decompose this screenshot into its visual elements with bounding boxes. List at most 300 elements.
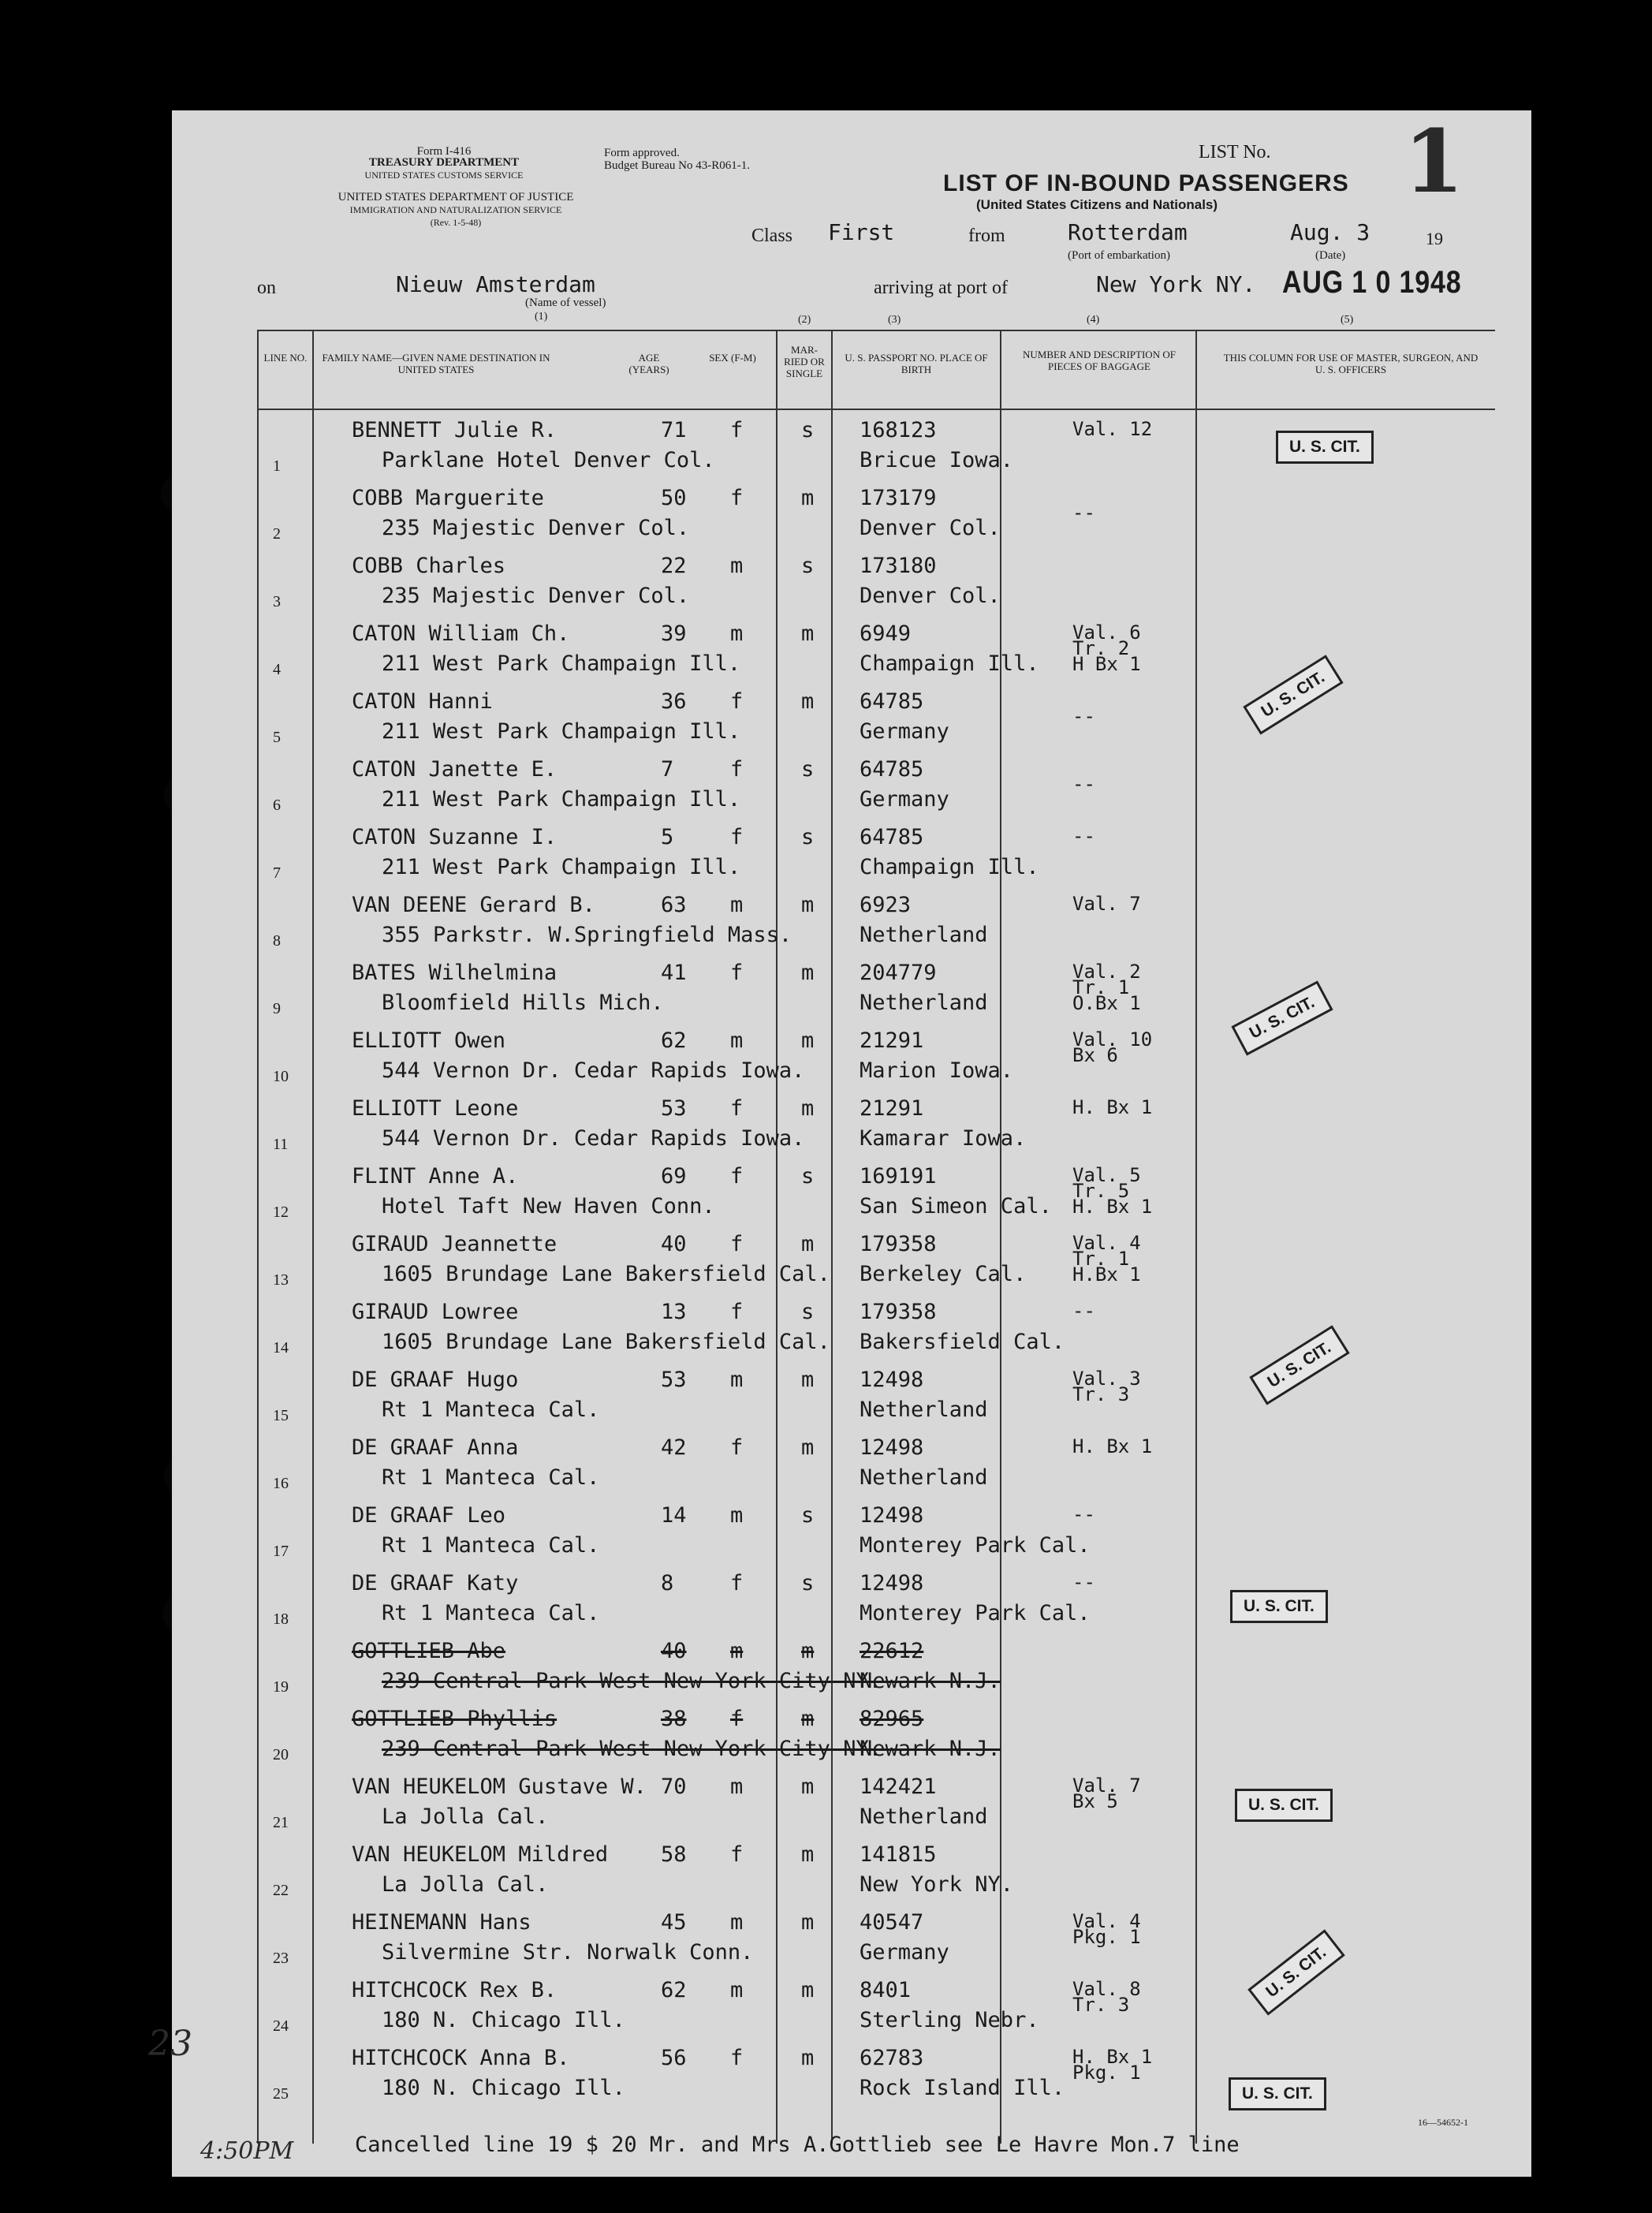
line-number: 13 (273, 1271, 289, 1289)
baggage-line-2: Tr. 3 (1072, 1383, 1130, 1405)
sex: f (730, 418, 744, 442)
passenger-name: DE GRAAF Anna (352, 1435, 519, 1460)
passenger-name: CATON William Ch. (352, 621, 570, 646)
passenger-row (172, 685, 1531, 752)
place-of-birth: Denver Col. (860, 516, 1001, 540)
passenger-name: CATON Hanni (352, 689, 493, 714)
passenger-row (172, 820, 1531, 888)
sex: f (730, 825, 744, 849)
sex: m (730, 893, 744, 917)
justice-dept: UNITED STATES DEPARTMENT OF JUSTICE (337, 191, 574, 203)
form-approved: Form approved. (604, 147, 680, 159)
age: 22 (661, 554, 687, 578)
line-number: 2 (273, 525, 281, 543)
year-prefix: 19 (1426, 229, 1443, 248)
baggage-line-1: Val. 8 (1072, 1978, 1141, 2000)
baggage-line-2: Tr. 2 (1072, 637, 1130, 659)
passenger-row (172, 752, 1531, 820)
passenger-name: COBB Charles (352, 554, 506, 578)
sex: f (730, 1164, 744, 1189)
baggage-line-2: -- (1072, 502, 1095, 524)
line-number: 3 (273, 593, 281, 610)
passport-number: 169191 (860, 1164, 937, 1189)
age: 41 (661, 961, 687, 985)
age: 38 (661, 1707, 687, 1731)
list-no-label: LIST No. (1199, 142, 1271, 162)
on-label: on (257, 278, 276, 298)
line-number: 16 (273, 1475, 289, 1492)
passport-number: 173180 (860, 554, 937, 578)
passenger-row (172, 888, 1531, 956)
line-number: 4 (273, 661, 281, 678)
col2-number: (2) (798, 314, 811, 326)
margin-count: 23 (148, 2024, 192, 2064)
page-title: LIST OF IN-BOUND PASSENGERS (943, 170, 1349, 196)
passenger-name: CATON Janette E. (352, 757, 558, 782)
passport-number: 64785 (860, 825, 924, 849)
line-number: 12 (273, 1204, 289, 1221)
sex: m (730, 1028, 744, 1053)
marital-status: m (801, 1232, 815, 1256)
marital-status: m (801, 1842, 815, 1867)
age: 7 (661, 757, 674, 782)
marital-status: m (801, 486, 815, 510)
passenger-name: FLINT Anne A. (352, 1164, 519, 1189)
baggage-line-1: Val. 7 (1072, 1775, 1141, 1797)
sex: m (730, 554, 744, 578)
marital-status: s (801, 418, 815, 442)
baggage-line-1: H. Bx 1 (1072, 2046, 1153, 2068)
passenger-row (172, 1838, 1531, 1905)
destination: 211 West Park Champaign Ill. (382, 787, 741, 812)
passenger-row (172, 1227, 1531, 1295)
passenger-name: ELLIOTT Owen (352, 1028, 506, 1053)
baggage-line-1: Val. 2 (1072, 961, 1141, 983)
destination: 239 Central Park West New York City NY. (382, 1669, 882, 1693)
us-citizen-stamp: U. S. CIT. (1230, 1590, 1328, 1623)
passport-number: 62783 (860, 2046, 924, 2070)
baggage-line-1: H. Bx 1 (1072, 1435, 1153, 1457)
destination: 180 N. Chicago Ill. (382, 2008, 625, 2032)
sex: f (730, 689, 744, 714)
passenger-name: BENNETT Julie R. (352, 418, 558, 442)
age: 62 (661, 1978, 687, 2002)
marital-status: s (801, 757, 815, 782)
line-number: 8 (273, 932, 281, 950)
destination: Parklane Hotel Denver Col. (382, 448, 715, 472)
baggage-line-1: Val. 4 (1072, 1910, 1141, 1932)
passport-number: 168123 (860, 418, 937, 442)
arrival-port: New York NY. (1096, 271, 1256, 297)
marital-status: m (801, 1096, 815, 1121)
passport-number: 141815 (860, 1842, 937, 1867)
destination: 1605 Brundage Lane Bakersfield Cal. (382, 1262, 830, 1286)
class-value: First (828, 219, 895, 245)
from-value: Rotterdam (1068, 219, 1188, 245)
age: 69 (661, 1164, 687, 1189)
customs-service: UNITED STATES CUSTOMS SERVICE (364, 170, 524, 181)
baggage-line-2: Pkg. 1 (1072, 2062, 1141, 2084)
baggage-line-1: Val. 7 (1072, 893, 1141, 915)
time-note: 4:50PM (200, 2137, 294, 2165)
passport-number: 64785 (860, 757, 924, 782)
line-number: 24 (273, 2017, 289, 2035)
col-header-name: FAMILY NAME—GIVEN NAME DESTINATION IN UNITED STATES (322, 352, 550, 375)
destination: 235 Majestic Denver Col. (382, 584, 690, 608)
line-number: 9 (273, 1000, 281, 1017)
marital-status: m (801, 1707, 815, 1731)
destination: Silvermine Str. Norwalk Conn. (382, 1940, 754, 1965)
passport-number: 40547 (860, 1910, 924, 1935)
marital-status: s (801, 1571, 815, 1595)
line-number: 22 (273, 1882, 289, 1899)
passenger-name: DE GRAAF Leo (352, 1503, 506, 1528)
passenger-row (172, 1498, 1531, 1566)
baggage-line-2: Bx 6 (1072, 1044, 1118, 1066)
marital-status: m (801, 1639, 815, 1663)
vessel-label: (Name of vessel) (525, 297, 606, 309)
passenger-row (172, 1702, 1531, 1770)
marital-status: s (801, 1503, 815, 1528)
list-no-value: 1 (1404, 110, 1464, 212)
destination: 235 Majestic Denver Col. (382, 516, 690, 540)
place-of-birth: Bakersfield Cal. (860, 1330, 1065, 1354)
age: 53 (661, 1096, 687, 1121)
place-of-birth: San Simeon Cal. (860, 1194, 1052, 1218)
line-number: 7 (273, 864, 281, 882)
col-header-baggage: NUMBER AND DESCRIPTION OF PIECES OF BAGGAGE (1023, 349, 1176, 372)
baggage-line-3: H Bx 1 (1072, 653, 1141, 675)
passenger-name: CATON Suzanne I. (352, 825, 558, 849)
passport-number: 12498 (860, 1503, 924, 1528)
baggage-line-3: H.Bx 1 (1072, 1263, 1141, 1286)
marital-status: m (801, 1368, 815, 1392)
marital-status: m (801, 1435, 815, 1460)
baggage-line-1: Val. 5 (1072, 1164, 1141, 1186)
baggage-line-2: Pkg. 1 (1072, 1926, 1141, 1948)
place-of-birth: Newark N.J. (860, 1669, 1001, 1693)
marital-status: s (801, 1164, 815, 1189)
line-number: 21 (273, 1814, 289, 1831)
line-number: 1 (273, 457, 281, 475)
age: 70 (661, 1775, 687, 1799)
baggage-line-1: -- (1072, 1300, 1095, 1322)
passenger-name: VAN HEUKELOM Mildred (352, 1842, 609, 1867)
from-label: from (968, 226, 1005, 246)
passport-number: 12498 (860, 1571, 924, 1595)
revision: (Rev. 1-5-48) (430, 217, 482, 228)
passenger-row (172, 549, 1531, 617)
passenger-name: GOTTLIEB Phyllis (352, 1707, 558, 1731)
age: 40 (661, 1639, 687, 1663)
passenger-row (172, 1634, 1531, 1702)
sex: m (730, 1639, 744, 1663)
col-header-passport: U. S. PASSPORT NO. PLACE OF BIRTH (845, 352, 988, 375)
table-header-rule (257, 409, 1495, 410)
destination: Rt 1 Manteca Cal. (382, 1533, 600, 1558)
col-header-married: MAR-RIED OR SINGLE (784, 344, 825, 379)
line-number: 20 (273, 1746, 289, 1763)
baggage-line-1: Val. 3 (1072, 1368, 1141, 1390)
destination: Rt 1 Manteca Cal. (382, 1398, 600, 1422)
age: 14 (661, 1503, 687, 1528)
col-header-age: AGE (YEARS) (628, 352, 669, 375)
baggage-line-2: Tr. 1 (1072, 1248, 1130, 1270)
baggage-line-1: Val. 10 (1072, 1028, 1153, 1051)
destination: La Jolla Cal. (382, 1804, 549, 1829)
marital-status: m (801, 961, 815, 985)
passport-number: 21291 (860, 1096, 924, 1121)
sex: f (730, 486, 744, 510)
age: 36 (661, 689, 687, 714)
place-of-birth: Bricue Iowa. (860, 448, 1014, 472)
print-code: 16—54652-1 (1418, 2117, 1468, 2128)
marital-status: m (801, 689, 815, 714)
destination: Bloomfield Hills Mich. (382, 991, 664, 1015)
age: 63 (661, 893, 687, 917)
us-citizen-stamp: U. S. CIT. (1235, 1789, 1333, 1822)
age: 71 (661, 418, 687, 442)
place-of-birth: Netherland (860, 1398, 988, 1422)
marital-status: m (801, 1978, 815, 2002)
cancellation-note: Cancelled line 19 $ 20 Mr. and Mrs A.Gottlieb see Le Havre Mon.7 line (355, 2133, 1240, 2157)
line-number: 6 (273, 797, 281, 814)
baggage-line-3: H. Bx 1 (1072, 1196, 1153, 1218)
passenger-row (172, 1431, 1531, 1498)
baggage-line-1: Val. 6 (1072, 621, 1141, 644)
passenger-name: VAN HEUKELOM Gustave W. (352, 1775, 647, 1799)
age: 8 (661, 1571, 674, 1595)
sex: f (730, 1571, 744, 1595)
passport-number: 179358 (860, 1232, 937, 1256)
vessel-name: Nieuw Amsterdam (396, 271, 595, 297)
line-number: 23 (273, 1950, 289, 1967)
passport-number: 142421 (860, 1775, 937, 1799)
age: 56 (661, 2046, 687, 2070)
destination: 211 West Park Champaign Ill. (382, 719, 741, 744)
line-number: 25 (273, 2085, 289, 2103)
sex: m (730, 1775, 744, 1799)
sex: f (730, 1096, 744, 1121)
place-of-birth: Berkeley Cal. (860, 1262, 1027, 1286)
page-subtitle: (United States Citizens and Nationals) (976, 197, 1218, 212)
passport-number: 173179 (860, 486, 937, 510)
passport-number: 12498 (860, 1435, 924, 1460)
sex: m (730, 1978, 744, 2002)
marital-status: m (801, 893, 815, 917)
sex: f (730, 1842, 744, 1867)
line-number: 11 (273, 1136, 289, 1153)
place-of-birth: Sterling Nebr. (860, 2008, 1039, 2032)
passport-number: 12498 (860, 1368, 924, 1392)
us-citizen-stamp: U. S. CIT. (1231, 980, 1333, 1055)
place-of-birth: Germany (860, 1940, 949, 1965)
sex: f (730, 1707, 744, 1731)
destination: 544 Vernon Dr. Cedar Rapids Iowa. (382, 1058, 805, 1083)
baggage-line-1: H. Bx 1 (1072, 1096, 1153, 1118)
marital-status: m (801, 1910, 815, 1935)
treasury-dept: TREASURY DEPARTMENT (368, 156, 520, 169)
age: 5 (661, 825, 674, 849)
passenger-name: DE GRAAF Hugo (352, 1368, 519, 1392)
sex: f (730, 757, 744, 782)
age: 13 (661, 1300, 687, 1324)
passport-number: 21291 (860, 1028, 924, 1053)
col-header-line: LINE NO. (263, 352, 308, 364)
line-number: 14 (273, 1339, 289, 1357)
us-citizen-stamp: U. S. CIT. (1276, 431, 1374, 464)
sex: m (730, 621, 744, 646)
passport-number: 6949 (860, 621, 912, 646)
age: 62 (661, 1028, 687, 1053)
marital-status: s (801, 1300, 815, 1324)
line-number: 18 (273, 1610, 289, 1628)
marital-status: m (801, 1775, 815, 1799)
destination: 1605 Brundage Lane Bakersfield Cal. (382, 1330, 830, 1354)
destination: 211 West Park Champaign Ill. (382, 651, 741, 676)
passenger-name: BATES Wilhelmina (352, 961, 558, 985)
passenger-name: ELLIOTT Leone (352, 1096, 519, 1121)
table-top-rule (257, 330, 1495, 331)
place-of-birth: Champaign Ill. (860, 855, 1039, 879)
us-citizen-stamp: U. S. CIT. (1243, 655, 1343, 734)
passenger-name: HITCHCOCK Anna B. (352, 2046, 570, 2070)
passenger-name: GIRAUD Lowree (352, 1300, 519, 1324)
passport-number: 204779 (860, 961, 937, 985)
col4-number: (4) (1087, 314, 1100, 326)
sex: f (730, 961, 744, 985)
age: 40 (661, 1232, 687, 1256)
place-of-birth: Champaign Ill. (860, 651, 1039, 676)
baggage-line-2: Tr. 1 (1072, 976, 1130, 998)
place-of-birth: Netherland (860, 991, 988, 1015)
place-of-birth: Germany (860, 719, 949, 744)
passenger-name: HEINEMANN Hans (352, 1910, 531, 1935)
passport-number: 82965 (860, 1707, 924, 1731)
marital-status: m (801, 621, 815, 646)
baggage-line-2: Bx 5 (1072, 1790, 1118, 1812)
budget-bureau: Budget Bureau No 43-R061-1. (604, 159, 750, 172)
place-of-birth: Netherland (860, 1804, 988, 1829)
destination: Rt 1 Manteca Cal. (382, 1601, 600, 1625)
passport-number: 64785 (860, 689, 924, 714)
sex: f (730, 1300, 744, 1324)
destination: Rt 1 Manteca Cal. (382, 1465, 600, 1490)
baggage-line-1: -- (1072, 1503, 1095, 1525)
baggage-line-1: Val. 4 (1072, 1232, 1141, 1254)
baggage-line-1: Val. 12 (1072, 418, 1153, 440)
sex: f (730, 1435, 744, 1460)
sex: m (730, 1910, 744, 1935)
line-number: 10 (273, 1068, 289, 1085)
passenger-row (172, 1159, 1531, 1227)
baggage-line-2: -- (1072, 705, 1095, 727)
passenger-row (172, 1363, 1531, 1431)
passenger-name: HITCHCOCK Rex B. (352, 1978, 558, 2002)
passenger-row (172, 1092, 1531, 1159)
age: 45 (661, 1910, 687, 1935)
passenger-row (172, 2041, 1531, 2109)
baggage-line-2: Tr. 5 (1072, 1180, 1130, 1202)
passport-number: 179358 (860, 1300, 937, 1324)
place-of-birth: Marion Iowa. (860, 1058, 1014, 1083)
port-embarkation-label: (Port of embarkation) (1068, 249, 1170, 262)
passenger-name: COBB Marguerite (352, 486, 544, 510)
destination: 239 Central Park West New York City NY. (382, 1737, 882, 1761)
sex: f (730, 1232, 744, 1256)
age: 50 (661, 486, 687, 510)
line-number: 17 (273, 1543, 289, 1560)
us-citizen-stamp: U. S. CIT. (1229, 2077, 1326, 2110)
sex: m (730, 1503, 744, 1528)
class-label: Class (751, 226, 793, 246)
baggage-line-1: -- (1072, 1571, 1095, 1593)
age: 39 (661, 621, 687, 646)
line-number: 19 (273, 1678, 289, 1696)
baggage-line-1: -- (1072, 825, 1095, 847)
form-number: Form I-416 (416, 145, 472, 158)
arrival-date-stamp: AUG 1 0 1948 (1282, 265, 1462, 300)
destination: La Jolla Cal. (382, 1872, 549, 1897)
date-label: (Date) (1315, 249, 1346, 262)
marital-status: s (801, 825, 815, 849)
passenger-name: DE GRAAF Katy (352, 1571, 519, 1595)
col5-number: (5) (1341, 314, 1354, 326)
place-of-birth: Netherland (860, 923, 988, 947)
place-of-birth: Newark N.J. (860, 1737, 1001, 1761)
sex: m (730, 1368, 744, 1392)
passenger-row (172, 1024, 1531, 1092)
sex: f (730, 2046, 744, 2070)
passenger-row (172, 956, 1531, 1024)
age: 42 (661, 1435, 687, 1460)
place-of-birth: Denver Col. (860, 584, 1001, 608)
ins-service: IMMIGRATION AND NATURALIZATION SERVICE (349, 204, 562, 215)
marital-status: m (801, 2046, 815, 2070)
col-header-sex: SEX (F-M) (709, 352, 756, 364)
passport-number: 8401 (860, 1978, 912, 2002)
col3-number: (3) (888, 314, 901, 326)
vessel-col-number: (1) (535, 311, 548, 323)
destination: 544 Vernon Dr. Cedar Rapids Iowa. (382, 1126, 805, 1151)
age: 58 (661, 1842, 687, 1867)
passenger-name: VAN DEENE Gerard B. (352, 893, 595, 917)
age: 53 (661, 1368, 687, 1392)
arriving-label: arriving at port of (874, 278, 1008, 298)
destination: 211 West Park Champaign Ill. (382, 855, 741, 879)
baggage-line-2: -- (1072, 773, 1095, 795)
passenger-row (172, 481, 1531, 549)
place-of-birth: New York NY. (860, 1872, 1014, 1897)
place-of-birth: Germany (860, 787, 949, 812)
place-of-birth: Monterey Park Cal. (860, 1601, 1091, 1625)
destination: 180 N. Chicago Ill. (382, 2076, 625, 2100)
passenger-name: GOTTLIEB Abe (352, 1639, 506, 1663)
manifest-sheet (148, 110, 1531, 2177)
baggage-line-3: O.Bx 1 (1072, 992, 1141, 1014)
place-of-birth: Kamarar Iowa. (860, 1126, 1027, 1151)
col-header-officers: THIS COLUMN FOR USE OF MASTER, SURGEON, AND U. S. OFFICERS (1223, 352, 1479, 375)
line-number: 15 (273, 1407, 289, 1424)
line-number: 5 (273, 729, 281, 746)
place-of-birth: Monterey Park Cal. (860, 1533, 1091, 1558)
passport-number: 22612 (860, 1639, 924, 1663)
place-of-birth: Rock Island Ill. (860, 2076, 1065, 2100)
baggage-line-2: Tr. 3 (1072, 1994, 1130, 2016)
us-citizen-stamp: U. S. CIT. (1247, 1929, 1344, 2015)
passport-number: 6923 (860, 893, 912, 917)
destination: Hotel Taft New Haven Conn. (382, 1194, 715, 1218)
